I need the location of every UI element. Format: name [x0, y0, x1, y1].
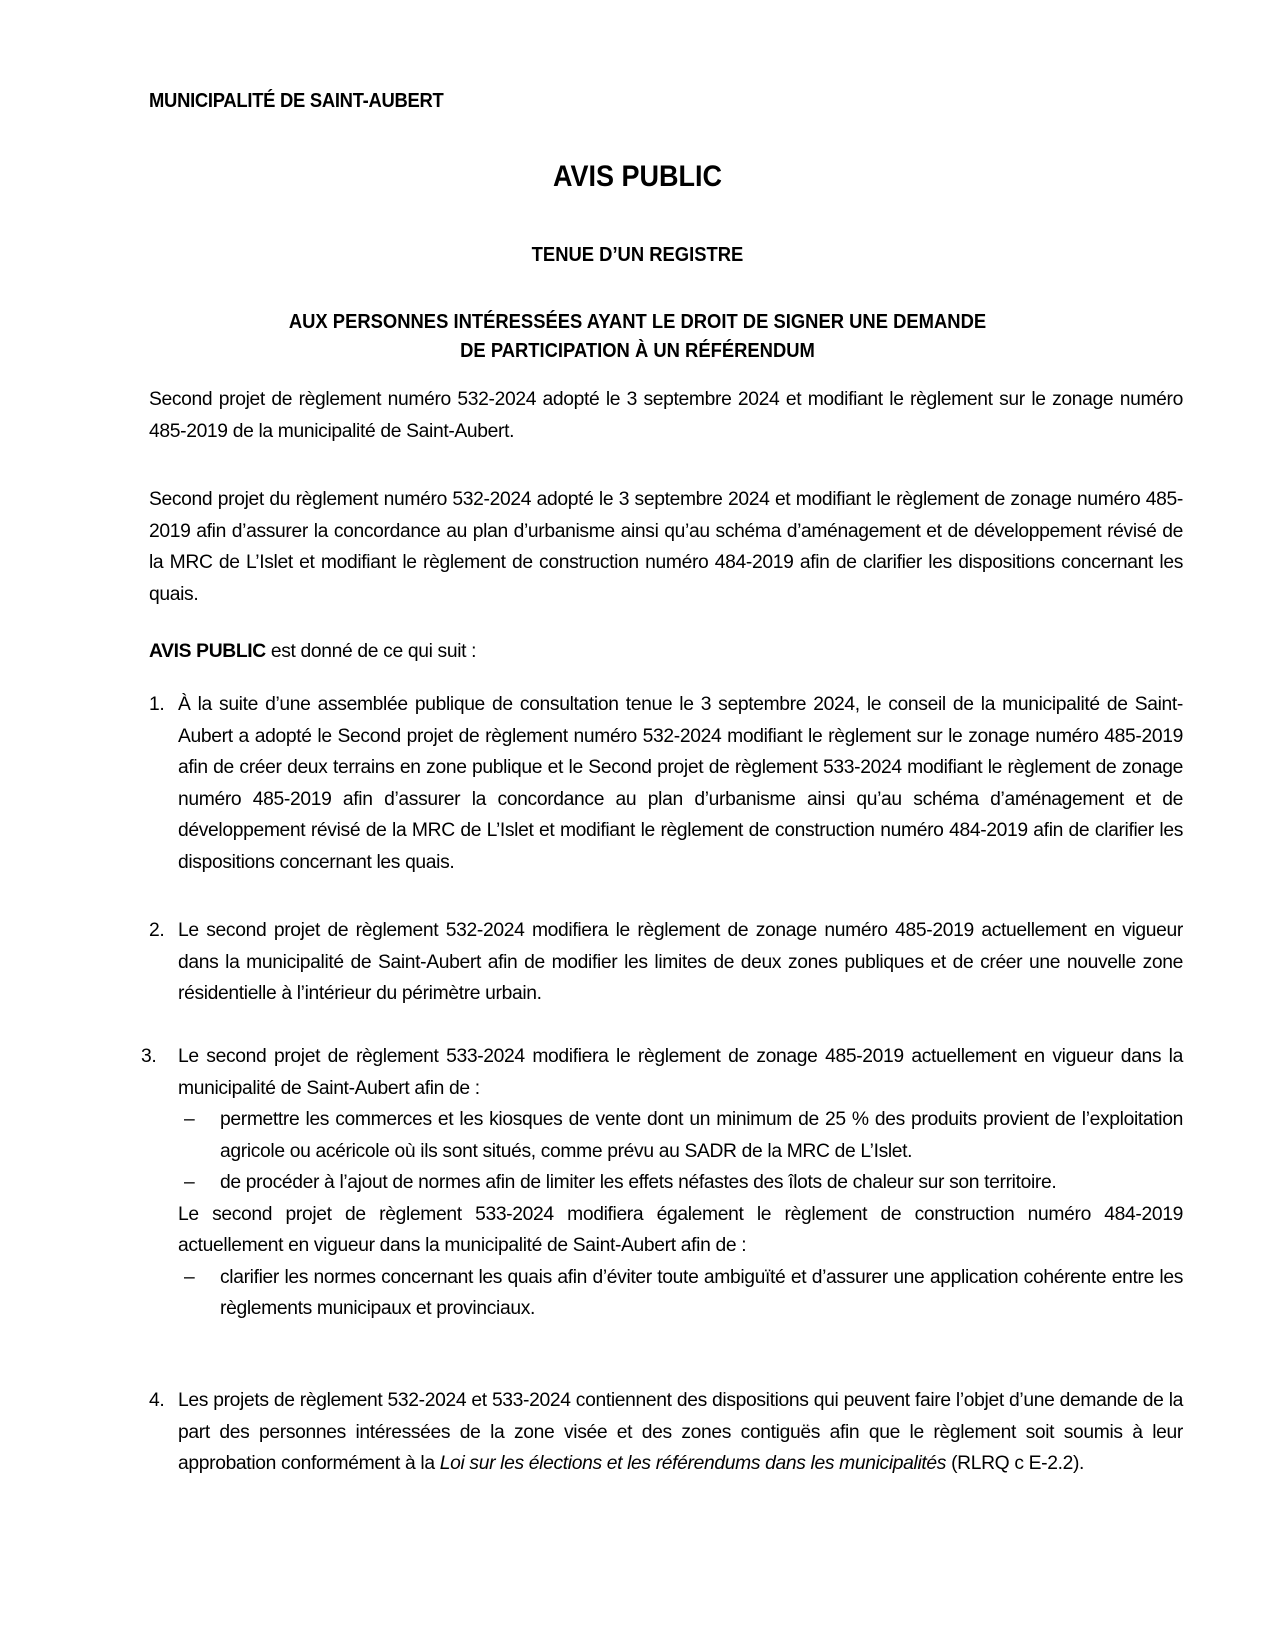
intro-paragraph-1: Second projet de règlement numéro 532-2024 adopté le 3 septembre 2024 et modifiant le règlement sur le zonage numéro 485-2019 de la municipalité de Saint-Aubert. [149, 389, 1183, 442]
dash-bullet-icon: – [184, 1172, 195, 1193]
item-text-2: Le second projet de règlement 533-2024 modifiera également le règlement de construction numéro 484-2019 actuellement en vigueur dans la municipalité de Saint-Aubert afin de : [178, 1203, 1183, 1256]
addressee-heading [51, 308, 1224, 366]
notice-bold: AVIS PUBLIC [149, 641, 266, 662]
notice-rest: est donné de ce qui suit : [265, 641, 477, 662]
list-item [141, 1041, 1183, 1325]
heading-line-2: DE PARTICIPATION À UN RÉFÉRENDUM [460, 340, 815, 362]
item-text: À la suite d’une assemblée publique de consultation tenue le 3 septembre 2024, le conseil de la municipalité de Saint-Aubert a adopté le Second projet de règlement numéro 532-2024 modifiant le règlement sur le zonage numéro 485-2019 afin de créer deux terrains en zone publique et le Second projet de règlement 533-2024 modifiant le règlement de zonage numéro 485-2019 afin d’assurer la concordance au plan d’urbanisme ainsi qu’au schéma d’aménagement et de développement révisé de la MRC de L’Islet et modifiant le règlement de construction numéro 484-2019 afin de clarifier les dispositions concernant les quais. [178, 694, 1183, 873]
list-item [149, 915, 1183, 1010]
page-title: AVIS PUBLIC [552, 160, 723, 193]
item-text: Le second projet de règlement 532-2024 modifiera le règlement de zonage numéro 485-2019 actuellement en vigueur dans la municipalité de Saint-Aubert afin de modifier les limites de deux zones publiques et de créer une nouvelle zone résidentielle à l’intérieur du périmètre urbain. [178, 920, 1183, 1004]
dash-bullet-icon: – [184, 1266, 195, 1288]
intro-paragraph-2: Second projet du règlement numéro 532-2024 adopté le 3 septembre 2024 et modifiant le règlement de zonage numéro 485-2019 afin d’assurer la concordance au plan d’urbanisme ainsi qu’au schéma d’aménagement et de développement révisé de la MRC de L’Islet et modifiant le règlement de construction numéro 484-2019 afin de clarifier les dispositions concernant les quais. [149, 489, 1183, 605]
bullet-item: – de procéder à l’ajout de normes afin de limiter les effets néfastes des îlots de chaleur sur son territoire. [178, 1167, 1183, 1199]
list-item [149, 689, 1183, 878]
bullet-item: – clarifier les normes concernant les quais afin d’éviter toute ambiguïté et d’assurer une application cohérente entre les règlements municipaux et provinciaux. [178, 1262, 1183, 1325]
dash-bullet-icon: – [184, 1109, 195, 1130]
municipality-name: MUNICIPALITÉ DE SAINT-AUBERT [149, 90, 444, 112]
subtitle: TENUE D’UN REGISTRE [531, 244, 744, 266]
list-item: 4. Les projets de règlement 532-2024 et 533-2024 contiennent des dispositions qui peuvent faire l’objet d’une demande de la part des personnes intéressées de la zone visée et des zones contiguës afin que le règlement soit soumis à leur approbation conformément à la Loi sur les élections et les référendums dans les municipalités (RLRQ c E-2.2). [149, 1385, 1183, 1480]
notice-line [149, 636, 1183, 668]
law-title: Loi sur les élections et les référendums dans les municipalités [439, 1453, 947, 1474]
item-number: 4. [149, 1390, 165, 1411]
item-number: 1. [149, 694, 165, 715]
bullet-item: – permettre les commerces et les kiosques de vente dont un minimum de 25 % des produits provient de l’exploitation agricole ou acéricole où ils sont situés, comme prévu au SADR de la MRC de L’Islet. [178, 1104, 1183, 1167]
heading-line-1: AUX PERSONNES INTÉRESSÉES AYANT LE DROIT DE SIGNER UNE DEMANDE [288, 311, 987, 333]
item-number: 3. [141, 1046, 157, 1067]
item-text: Le second projet de règlement 533-2024 modifiera le règlement de zonage 485-2019 actuellement en vigueur dans la municipalité de Saint-Aubert afin de : [178, 1046, 1183, 1099]
item-number: 2. [149, 920, 165, 941]
